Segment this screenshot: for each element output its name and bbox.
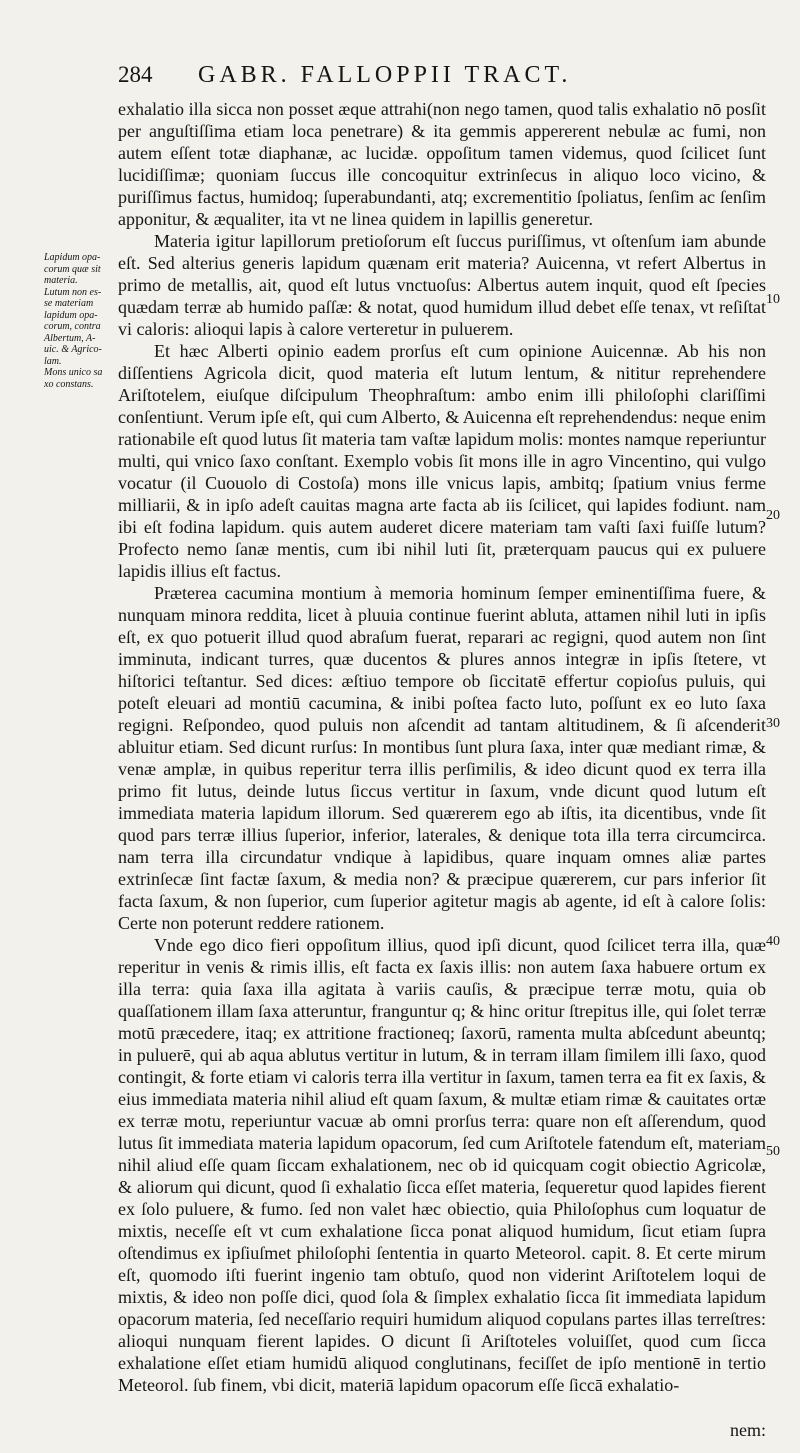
line-number: 30 bbox=[766, 716, 780, 731]
marginal-note-line: lapidum opa- bbox=[44, 309, 98, 321]
paragraph: exhalatio illa sicca non posset æque attrahi(non nego tamen, quod talis exhalatio nō posſit per anguſtiſſima etiam loca penetrare) & ita gemmis appererent nebulæ ac fumi, non autem eſſent totæ diaphanæ, ac lucidæ. oppoſitum tamen videmus, quod ſcilicet ſunt lucidiſſimæ; quoniam ſuccus ille concoquitur extrinſecus in aliquo loco vicino, & puriſſimus factus, humidoq; ſuperabundanti, atq; excrementitio ſpoliatus, ſenſim ac ſenſim apponitur, & æqualiter, ita vt ne linea quidem in lapillis generetur. bbox=[118, 99, 766, 229]
paragraph: Et hæc Alberti opinio eadem prorſus eſt cum opinione Auicennæ. Ab his non diſſentiens Agricola dicit, quod materia eſt lutum lentum, & nititur reprehendere Ariſtotelem, eiuſque diſcipulum Theophraſtum: ambo enim illi philoſophi clariſſimi conſentiunt. Verum ipſe eſt, qui cum Alberto, & Auicenna eſt reprehendendus: neque enim rationabile eſt quod lutus ſit materia tam vaſtæ lapidum molis: montes namque reperiuntur multi, qui vnico ſaxo conſtant. Exemplo vobis ſit mons ille in agro Vincentino, qui vulgo vocatur (il Cuouolo di Costoſa) mons ille vnicus lapis, ambitq; ſpatium vnius ferme milliarii, & in ipſo adeſt cauitas magna arte facta ab iis ſcilicet, qui lapides fodiunt. nam ibi eſt fodina lapidum. quis autem auderet dicere materiam tam vaſti ſaxi fuiſſe lutum? Profecto nemo ſanæ mentis, cum ibi nihil luti ſit, præterquam paucus qui ex puluere lapidis illius eſt factus. bbox=[118, 341, 766, 581]
page-number: 284 bbox=[118, 62, 153, 87]
marginal-note-line: xo constans. bbox=[44, 378, 94, 390]
marginal-note-line: lam. bbox=[44, 355, 62, 367]
paragraph: Vnde ego dico fieri oppoſitum illius, quod ipſi dicunt, quod ſcilicet terra illa, quæ reperitur in venis & rimis illis, eſt facta ex ſaxis illis: non autem ſaxa habuere ortum ex illa terra: quia ſaxa illa agitata à variis cauſis, & præcipue terræ motu, quia ob quaſſationem illam ſaxa atteruntur, franguntur q; & hinc oritur ſtrepitus ille, qui ſolet terræ motū præcedere, itaq; ex attritione fractioneq; ſaxorū, ramenta multa abſcedunt abeuntq; in puluerē, qui ab aqua ablutus vertitur in lutum, & in terram illam ſimilem illi ſaxo, quod contingit, & forte etiam vi caloris terra illa vertitur in ſaxum, tamen terra ea fit ex ſaxis, & eius immediata materia nihil aliud eſt quam ſaxum, & multæ etiam rimæ & cauitates ortæ ex terræ motu, reperiuntur vacuæ ab omni prorſus terra: quare non eſt aſſerendum, quod lutus ſit immediata materia lapidum opacorum, ſed cum Ariſtotele fatendum eſt, materiam nihil aliud eſſe quam ſiccam exhalationem, nec ob id quicquam cogit obiectio Agricolæ, & aliorum qui dicunt, quod ſi exhalatio ſicca eſſet materia, ſequeretur quod lapides fierent ex ſolo puluere, & fumo. ſed non valet hæc obiectio, quia Philoſophus cum loquatur de mixtis, neceſſe eſt vt cum exhalatione ſicca ponat aliquod humidum, ſicut etiam ſupra oſtendimus ex ipſiuſmet philoſophi ſententia in quarto Meteorol. capit. 8. Et certe mirum eſt, quomodo iſti fuerint ingenio tam obtuſo, quod non viderint Ariſtotelem loqui de mixtis, & ideo non poſſe dici, quod ſola & ſimplex exhalatio ſicca ſit immediata lapidum opacorum materia, ſed neceſſario requiri humidum aliquod copulans partes illas terreſtres: alioqui nunquam fierent lapides. O dicunt ſi Ariſtoteles voluiſſet, quod cum ſicca exhalatione eſſet etiam humidū aliquod conglutinans, feciſſet de ipſo mentionē in tertio Meteorol. ſub finem, vbi dicit, materiā lapidum opacorum eſſe ſiccā exhalatio- bbox=[118, 935, 766, 1395]
marginal-note-line: corum, contra bbox=[44, 321, 101, 332]
running-title: GABR. FALLOPPII TRACT. bbox=[198, 62, 572, 88]
catchword: nem: bbox=[730, 1420, 766, 1440]
line-number: 40 bbox=[766, 934, 780, 949]
marginal-note-line: Mons unico sa bbox=[44, 367, 103, 378]
line-number: 20 bbox=[766, 508, 780, 523]
marginal-notes bbox=[44, 252, 116, 390]
marginal-note-line: Lutum non es- bbox=[44, 286, 102, 298]
paragraph: Præterea cacumina montium à memoria hominum ſemper eminentiſſima fuere, & nunquam minora reddita, licet à pluuia continue fuerint abluta, attamen nihil luti in ipſis eſt, ex quo potuerit illud quod abraſum fuerat, reparari ac regigni, quod autem non ſint imminuta, indicant turres, quæ ducentos & plures annos integræ in ipſis ſtetere, vt hiſtorici teſtantur. Sed dices: æſtiuo tempore ob ſiccitatē effertur copioſus puluis, qui poteſt eleuari ad montiū cacumina, & inibi poſtea facto luto, poſſunt ex eo luto ſaxa regigni. Reſpondeo, quod puluis non aſcendit ad tantam altitudinem, & ſi aſcenderit abluitur etiam. Sed dicunt rurſus: In montibus ſunt plura ſaxa, inter quæ mediant rimæ, & venæ amplæ, in quibus reperitur terra illis perſimilis, & ideo dicunt quod ex terra illa primo fit lutus, deinde lutus ſiccus vertitur in ſaxum, vnde dicunt quod lutum eſt immediata materia lapidum illorum. Sed quærerem ego ab iſtis, ita dicentibus, vnde ſit quod pars terræ illius ſuperior, inferior, laterales, & denique tota illa terra circumcirca. nam terra illa circundatur vndique à lapidibus, quare inquam omnes aliæ partes extrinſecæ ſint factæ ſaxum, & media non? & præcipue quærerem, cur pars inferior ſit facta ſaxum, & non ſuperior, cum ſuperior agitetur magis ab agente, id eſt à calore ſolis: Certe non poterunt reddere rationem. bbox=[118, 583, 766, 933]
marginal-note-line: Albertum, A- bbox=[44, 332, 96, 344]
line-number: 10 bbox=[766, 292, 780, 307]
line-number: 50 bbox=[766, 1144, 780, 1159]
marginal-note-line: se materiam bbox=[44, 298, 94, 309]
marginal-note-line: corum quæ sit bbox=[44, 263, 101, 275]
page-header bbox=[118, 62, 758, 96]
marginal-note-line: uic. & Agrico- bbox=[44, 344, 102, 355]
marginal-note-line: Lapidum opa- bbox=[44, 252, 101, 263]
paragraph: Materia igitur lapillorum pretioſorum eſt ſuccus puriſſimus, vt oſtenſum iam abunde eſt. Sed alterius generis lapidum quænam erit materia? Auicenna, vt refert Albertus in primo de metallis, ait, quod eſt lutus vnctuoſus: Albertus autem inquit, quod eſt ſpecies quædam terræ ab humido paſſæ: & notat, quod humidum illud debet eſſe tenax, vt reſiſtat vi caloris: alioqui lapis à calore verteretur in puluerem. bbox=[118, 231, 766, 339]
body-text bbox=[118, 98, 766, 1396]
marginal-note-line: materia. bbox=[44, 275, 78, 286]
